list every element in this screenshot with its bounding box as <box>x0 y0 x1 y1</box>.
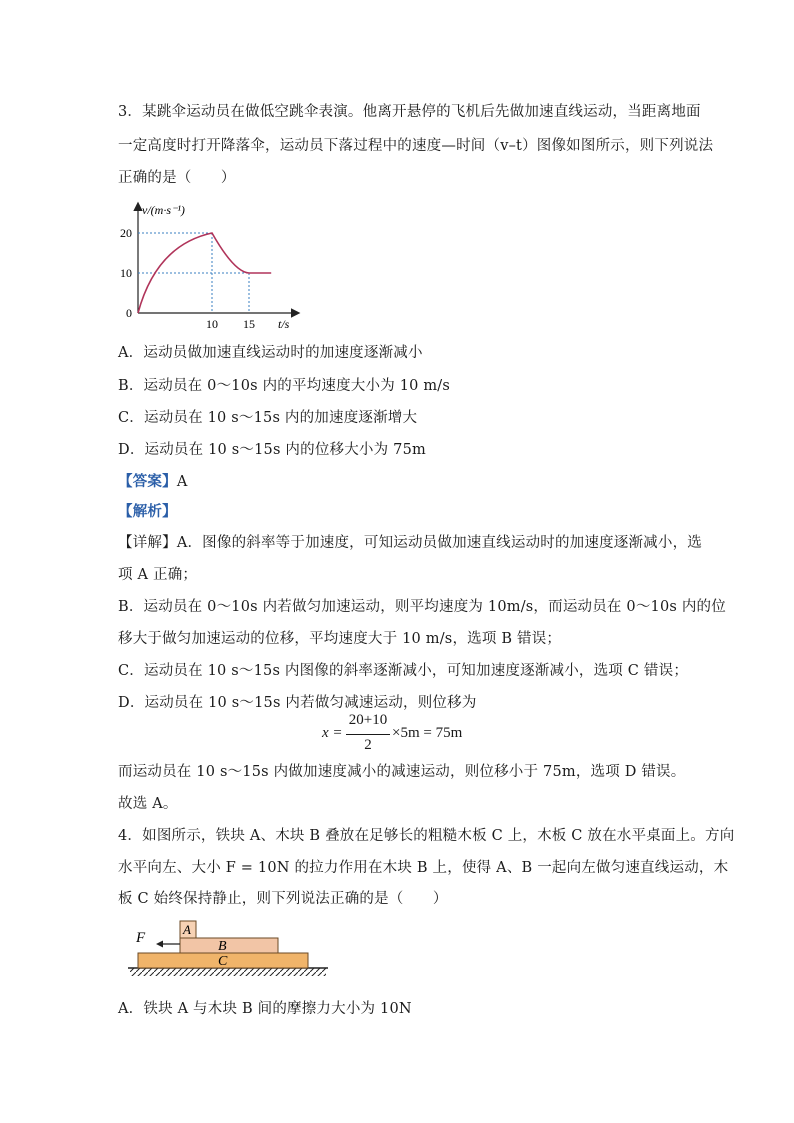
ground-hatch <box>130 968 326 976</box>
detail-a-line2: 项 A 正确； <box>118 567 198 583</box>
detail-label: 【详解】 <box>118 535 177 551</box>
q4-option-a: A．铁块 A 与木块 B 间的摩擦力大小为 10N <box>118 1001 412 1017</box>
analysis-line <box>118 500 177 521</box>
vt-chart <box>118 198 308 333</box>
analysis-label: 【解析】 <box>118 503 177 520</box>
q3-stem-line1: 3．某跳伞运动员在做低空跳伞表演。他离开悬停的飞机后先做加速直线运动，当距离地面 <box>118 104 701 120</box>
x-axis-label: t/s <box>278 317 290 331</box>
y-tick-0: 0 <box>126 306 132 320</box>
label-a: A <box>183 922 191 937</box>
force-arrowhead <box>156 941 163 948</box>
q3-stem-line2: 一定高度时打开降落伞，运动员下落过程中的速度—时间（v–t）图像如图所示，则下列说法 <box>118 138 714 154</box>
detail-d-line2: 而运动员在 10 s～15s 内做加速度减小的减速运动，则位移小于 75m，选项 D 错误。 <box>118 764 686 780</box>
formula-denominator: 2 <box>364 737 372 753</box>
label-f: F <box>136 930 146 946</box>
q4-stem-line2: 水平向左、大小 F = 10N 的拉力作用在木块 B 上，使得 A、B 一起向左做匀速直线运动，木 <box>118 860 729 876</box>
y-axis-label: v/(m·s⁻¹) <box>142 203 185 217</box>
detail-c: C．运动员在 10 s～15s 内图像的斜率逐渐减小，可知加速度逐渐减小，选项 C 错误； <box>118 663 689 679</box>
q3-option-b: B．运动员在 0～10s 内的平均速度大小为 10 m/s <box>118 378 451 394</box>
y-tick-20: 20 <box>120 226 132 240</box>
q3-option-a: A．运动员做加速直线运动时的加速度逐渐减小 <box>118 345 423 361</box>
formula-lhs: x = <box>322 725 343 741</box>
q4-stem-line3: 板 C 始终保持静止，则下列说法正确的是（ ） <box>118 891 448 907</box>
detail-a-line1 <box>118 531 702 552</box>
x-tick-10: 10 <box>206 317 218 331</box>
answer-label: 【答案】 <box>118 473 177 490</box>
y-tick-10: 10 <box>120 266 132 280</box>
label-c: C <box>218 954 228 969</box>
q3-option-c: C．运动员在 10 s～15s 内的加速度逐渐增大 <box>118 410 418 426</box>
q3-stem-line3: 正确的是（ ） <box>118 170 236 186</box>
block-b <box>180 938 278 953</box>
detail-d: D．运动员在 10 s～15s 内若做匀减速运动，则位移为 <box>118 695 477 711</box>
formula-rhs: ×5m = 75m <box>392 725 463 741</box>
detail-b-line2: 移大于做匀加速运动的位移，平均速度大于 10 m/s，选项 B 错误； <box>118 631 562 647</box>
detail-b-line1: B．运动员在 0～10s 内若做匀加速运动，则平均速度为 10m/s，而运动员在 0～10s 内的位 <box>118 599 726 615</box>
q4-stem-line1: 4．如图所示，铁块 A、木块 B 叠放在足够长的粗糙木板 C 上，木板 C 放在水平桌面上。方向 <box>118 828 735 844</box>
formula-numerator: 20+10 <box>348 712 388 728</box>
answer-value: A <box>176 474 188 490</box>
displacement-formula <box>322 712 522 758</box>
q3-option-d: D．运动员在 10 s～15s 内的位移大小为 75m <box>118 442 426 458</box>
conclusion: 故选 A。 <box>118 796 178 812</box>
label-b: B <box>218 939 227 954</box>
x-tick-15: 15 <box>243 317 255 331</box>
velocity-curve <box>138 233 271 313</box>
fraction-bar <box>346 734 390 735</box>
blocks-figure <box>124 918 334 980</box>
answer-line <box>118 470 187 491</box>
detail-a-text: A．图像的斜率等于加速度，可知运动员做加速直线运动时的加速度逐渐减小，选 <box>176 535 702 551</box>
